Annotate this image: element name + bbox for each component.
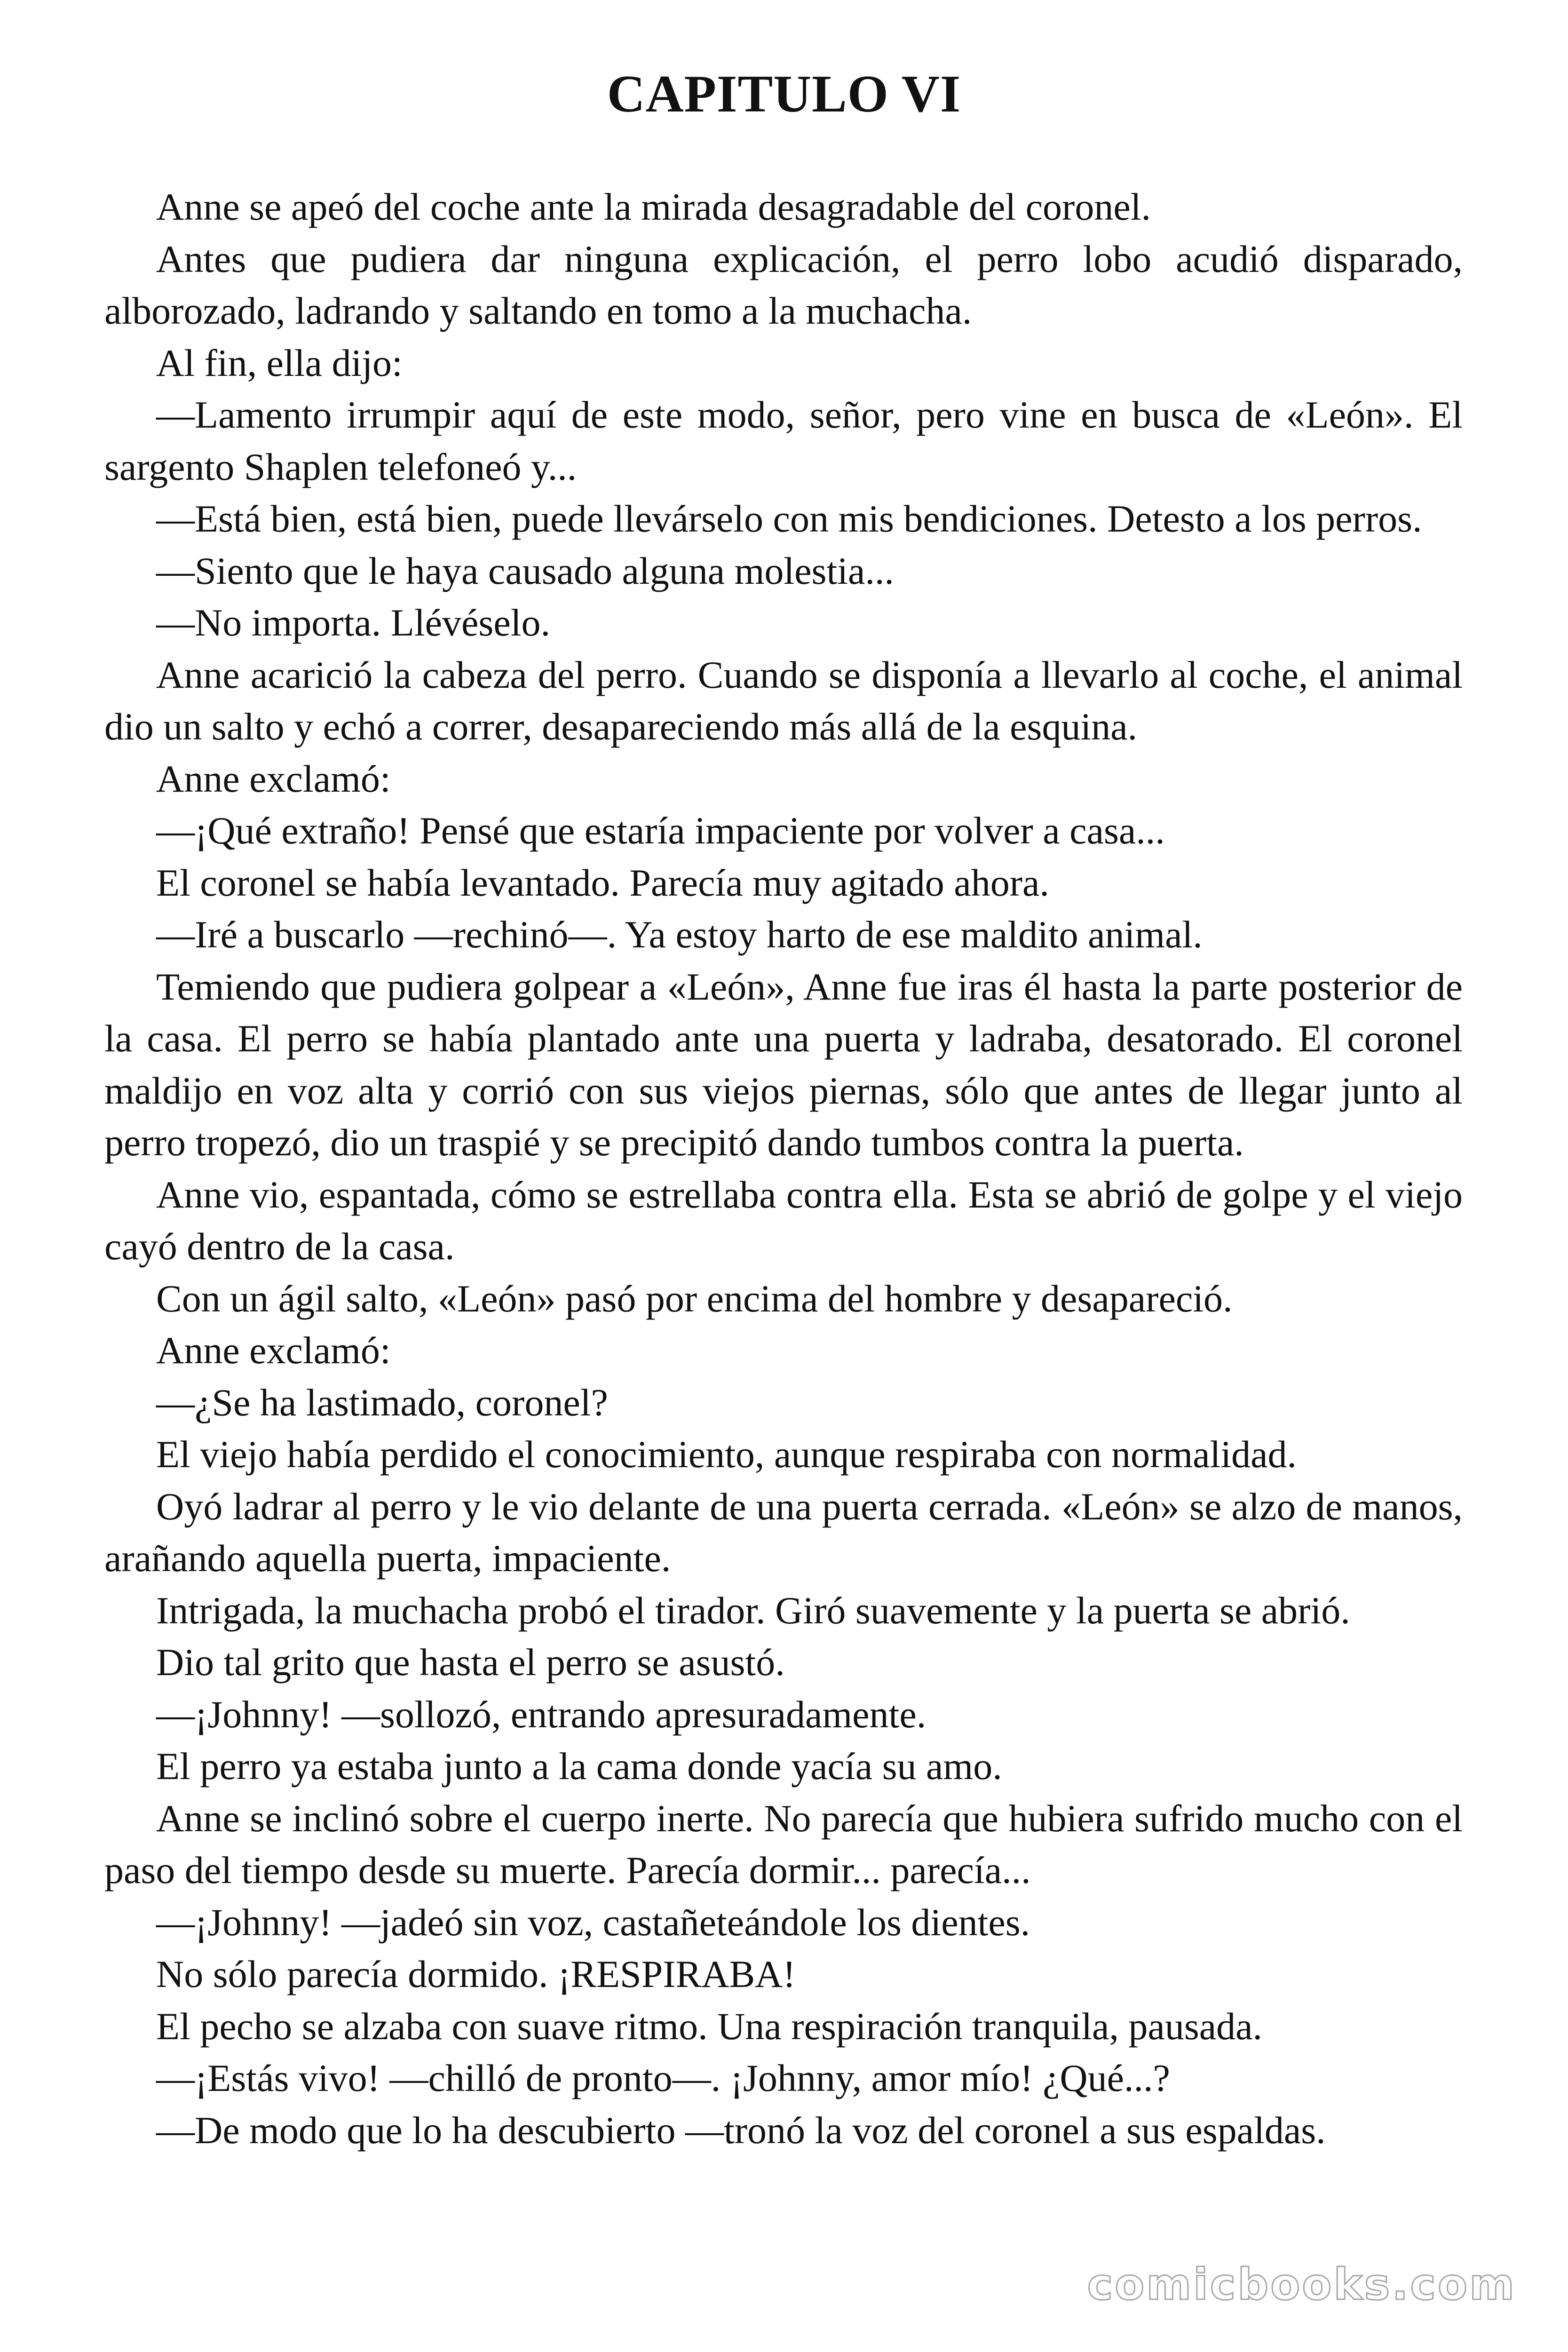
- paragraph: —¿Se ha lastimado, coronel?: [156, 1381, 608, 1424]
- site-watermark: comicbooks.com: [1087, 2259, 1516, 2310]
- paragraph: —¡Johnny! —jadeó sin voz, castañeteándole los dientes.: [156, 1900, 1030, 1944]
- paragraph: —Lamento irrumpir aquí de este modo, señor, pero vine en busca de «León». El sargento Shaplen telefoneó y...: [104, 393, 1463, 488]
- paragraph: —Siento que le haya causado alguna molestia...: [156, 549, 894, 592]
- paragraph: El pecho se alzaba con suave ritmo. Una respiración tranquila, pausada.: [156, 2004, 1263, 2048]
- paragraph: El viejo había perdido el conocimiento, aunque respiraba con normalidad.: [156, 1433, 1297, 1476]
- paragraph: —Está bien, está bien, puede llevárselo con mis bendiciones. Detesto a los perros.: [156, 497, 1422, 540]
- paragraph: Con un ágil salto, «León» pasó por encima del hombre y desapareció.: [156, 1277, 1233, 1320]
- paragraph: Temiendo que pudiera golpear a «León», Anne fue iras él hasta la parte posterior de la casa. El perro se había plantado ante una puerta y ladraba, desatorado. El coronel maldijo en voz alta y corrió con sus viejos piernas, sólo que antes de llegar junto al perro tropezó, dio un traspié y se precipitó dando tumbos contra la puerta.: [104, 965, 1463, 1164]
- paragraph: Oyó ladrar al perro y le vio delante de una puerta cerrada. «León» se alzo de manos, arañando aquella puerta, impaciente.: [104, 1485, 1463, 1580]
- paragraph: Anne se apeó del coche ante la mirada desagradable del coronel.: [156, 185, 1151, 228]
- paragraph: Intrigada, la muchacha probó el tirador. Giró suavemente y la puerta se abrió.: [156, 1589, 1350, 1632]
- paragraph: Anne se inclinó sobre el cuerpo inerte. No parecía que hubiera sufrido mucho con el paso del tiempo desde su muerte. Parecía dormir... parecía...: [104, 1796, 1463, 1891]
- paragraph: Anne acarició la cabeza del perro. Cuando se disponía a llevarlo al coche, el animal dio un salto y echó a correr, desapareciendo más allá de la esquina.: [104, 653, 1463, 748]
- paragraph: —De modo que lo ha descubierto —tronó la voz del coronel a sus espaldas.: [156, 2108, 1326, 2152]
- paragraph: —¡Johnny! —sollozó, entrando apresuradamente.: [156, 1692, 927, 1736]
- paragraph: Dio tal grito que hasta el perro se asustó.: [156, 1641, 785, 1684]
- paragraph: Antes que pudiera dar ninguna explicación, el perro lobo acudió disparado, alborozado, ladrando y saltando en tomo a la muchacha.: [104, 237, 1463, 332]
- paragraph: —¡Estás vivo! —chilló de pronto—. ¡Johnny, amor mío! ¿Qué...?: [156, 2057, 1170, 2099]
- paragraph: Anne exclamó:: [156, 1329, 391, 1372]
- paragraph: Anne exclamó:: [156, 757, 391, 800]
- paragraph: —No importa. Llévéselo.: [156, 601, 551, 644]
- paragraph: Al fin, ella dijo:: [156, 341, 403, 384]
- chapter-title: CAPITULO VI: [607, 65, 961, 123]
- chapter-body: [104, 181, 1463, 2156]
- paragraph: Anne vio, espantada, cómo se estrellaba contra ella. Esta se abrió de golpe y el viejo cayó dentro de la casa.: [104, 1173, 1463, 1268]
- paragraph: —Iré a buscarlo —rechinó—. Ya estoy harto de ese maldito animal.: [156, 913, 1203, 956]
- paragraph: El coronel se había levantado. Parecía muy agitado ahora.: [156, 861, 1049, 904]
- paragraph: No sólo parecía dormido. ¡RESPIRABA!: [156, 1953, 796, 1995]
- paragraph: —¡Qué extraño! Pensé que estaría impaciente por volver a casa...: [156, 809, 1165, 852]
- paragraph: El perro ya estaba junto a la cama donde yacía su amo.: [156, 1745, 1002, 1788]
